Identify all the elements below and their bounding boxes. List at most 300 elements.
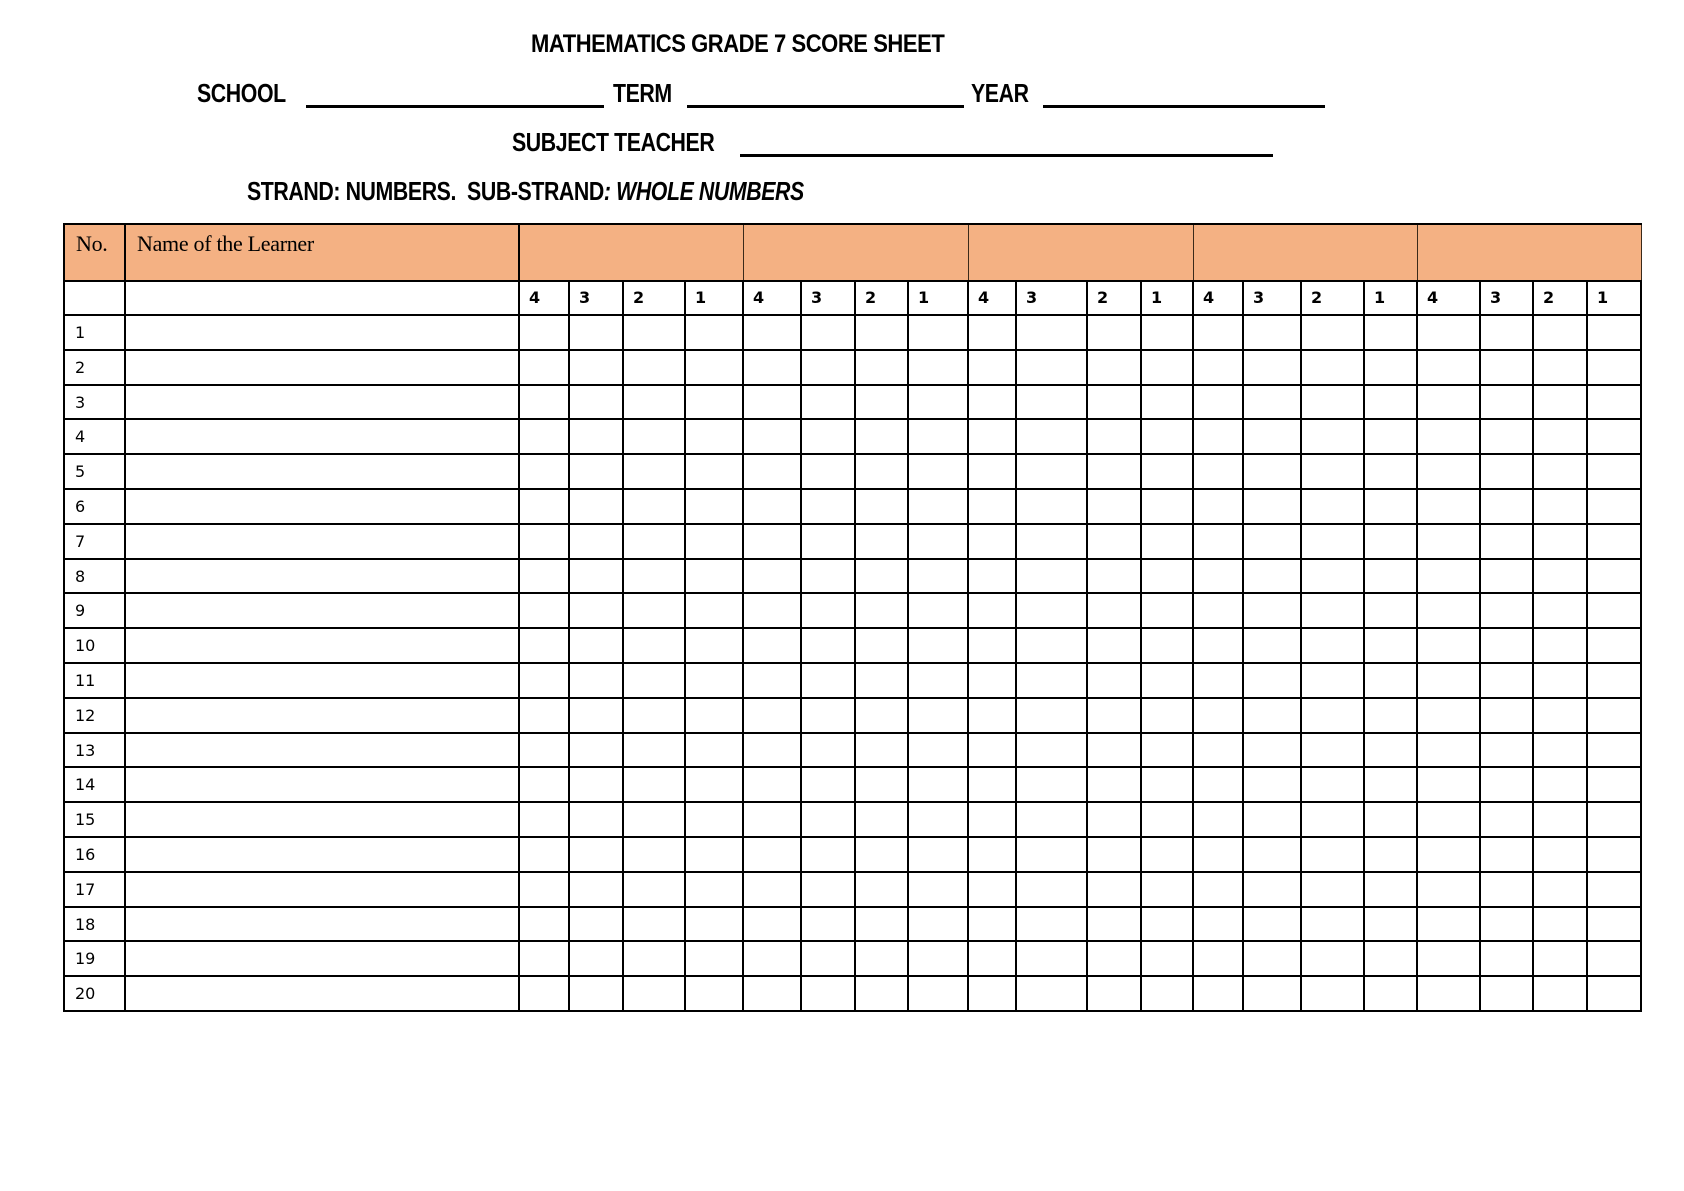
score-cell[interactable] [855, 941, 908, 976]
score-cell[interactable] [1364, 524, 1417, 559]
score-cell[interactable] [908, 976, 968, 1011]
learner-name-cell[interactable] [125, 524, 519, 559]
score-cell[interactable] [1417, 454, 1480, 489]
score-cell[interactable] [685, 350, 743, 385]
score-cell[interactable] [1587, 559, 1641, 594]
score-cell[interactable] [968, 976, 1016, 1011]
score-cell[interactable] [1243, 976, 1301, 1011]
score-cell[interactable] [519, 628, 569, 663]
score-cell[interactable] [1417, 350, 1480, 385]
score-cell[interactable] [1364, 907, 1417, 942]
learner-name-cell[interactable] [125, 698, 519, 733]
score-cell[interactable] [685, 628, 743, 663]
score-cell[interactable] [1087, 559, 1141, 594]
score-cell[interactable] [1364, 663, 1417, 698]
score-cell[interactable] [1141, 593, 1193, 628]
score-cell[interactable] [1016, 698, 1087, 733]
score-cell[interactable] [743, 733, 801, 768]
score-cell[interactable] [801, 524, 855, 559]
score-cell[interactable] [1087, 628, 1141, 663]
score-cell[interactable] [685, 837, 743, 872]
score-cell[interactable] [1480, 315, 1533, 350]
score-cell[interactable] [1193, 315, 1243, 350]
score-cell[interactable] [623, 350, 685, 385]
score-cell[interactable] [1364, 628, 1417, 663]
score-cell[interactable] [1243, 559, 1301, 594]
score-cell[interactable] [743, 837, 801, 872]
score-cell[interactable] [855, 489, 908, 524]
score-cell[interactable] [743, 350, 801, 385]
score-cell[interactable] [1141, 559, 1193, 594]
score-cell[interactable] [1533, 976, 1587, 1011]
score-cell[interactable] [1480, 872, 1533, 907]
score-cell[interactable] [1417, 419, 1480, 454]
score-cell[interactable] [1417, 559, 1480, 594]
score-cell[interactable] [1016, 941, 1087, 976]
score-cell[interactable] [519, 767, 569, 802]
header-group-2[interactable] [743, 224, 968, 281]
score-cell[interactable] [1533, 559, 1587, 594]
score-cell[interactable] [685, 802, 743, 837]
score-cell[interactable] [743, 628, 801, 663]
score-cell[interactable] [908, 315, 968, 350]
score-cell[interactable] [743, 315, 801, 350]
score-cell[interactable] [519, 350, 569, 385]
score-cell[interactable] [1587, 489, 1641, 524]
score-cell[interactable] [1243, 802, 1301, 837]
score-cell[interactable] [801, 837, 855, 872]
score-cell[interactable] [1141, 976, 1193, 1011]
score-cell[interactable] [1243, 698, 1301, 733]
score-cell[interactable] [1016, 767, 1087, 802]
learner-name-cell[interactable] [125, 976, 519, 1011]
score-cell[interactable] [1301, 802, 1364, 837]
score-cell[interactable] [1417, 663, 1480, 698]
score-cell[interactable] [1533, 454, 1587, 489]
year-field-line[interactable] [1043, 105, 1325, 108]
score-cell[interactable] [1480, 524, 1533, 559]
score-cell[interactable] [1533, 315, 1587, 350]
score-cell[interactable] [1243, 907, 1301, 942]
score-cell[interactable] [801, 593, 855, 628]
score-cell[interactable] [743, 524, 801, 559]
score-cell[interactable] [855, 419, 908, 454]
score-cell[interactable] [623, 663, 685, 698]
score-cell[interactable] [623, 628, 685, 663]
score-cell[interactable] [1480, 593, 1533, 628]
score-cell[interactable] [1141, 767, 1193, 802]
score-cell[interactable] [1417, 593, 1480, 628]
score-cell[interactable] [1016, 419, 1087, 454]
learner-name-cell[interactable] [125, 559, 519, 594]
score-cell[interactable] [569, 524, 623, 559]
score-cell[interactable] [1141, 419, 1193, 454]
score-cell[interactable] [908, 907, 968, 942]
score-cell[interactable] [801, 802, 855, 837]
score-cell[interactable] [1193, 907, 1243, 942]
score-cell[interactable] [1141, 802, 1193, 837]
score-cell[interactable] [801, 698, 855, 733]
score-cell[interactable] [1417, 698, 1480, 733]
score-cell[interactable] [855, 663, 908, 698]
learner-name-cell[interactable] [125, 419, 519, 454]
score-cell[interactable] [685, 941, 743, 976]
score-cell[interactable] [1480, 976, 1533, 1011]
score-cell[interactable] [1587, 837, 1641, 872]
learner-name-cell[interactable] [125, 454, 519, 489]
school-field-line[interactable] [306, 105, 604, 108]
score-cell[interactable] [1087, 315, 1141, 350]
score-cell[interactable] [801, 976, 855, 1011]
score-cell[interactable] [1533, 350, 1587, 385]
score-cell[interactable] [1193, 419, 1243, 454]
score-cell[interactable] [908, 802, 968, 837]
score-cell[interactable] [623, 907, 685, 942]
score-cell[interactable] [1141, 663, 1193, 698]
score-cell[interactable] [1301, 698, 1364, 733]
score-cell[interactable] [1016, 559, 1087, 594]
score-cell[interactable] [623, 559, 685, 594]
score-cell[interactable] [1141, 872, 1193, 907]
score-cell[interactable] [743, 593, 801, 628]
score-cell[interactable] [1087, 872, 1141, 907]
score-cell[interactable] [1301, 489, 1364, 524]
score-cell[interactable] [1087, 941, 1141, 976]
learner-name-cell[interactable] [125, 350, 519, 385]
score-cell[interactable] [855, 628, 908, 663]
score-cell[interactable] [1193, 837, 1243, 872]
score-cell[interactable] [1301, 350, 1364, 385]
score-cell[interactable] [801, 767, 855, 802]
score-cell[interactable] [1087, 524, 1141, 559]
score-cell[interactable] [908, 524, 968, 559]
score-cell[interactable] [1480, 698, 1533, 733]
score-cell[interactable] [855, 524, 908, 559]
score-cell[interactable] [855, 733, 908, 768]
score-cell[interactable] [1533, 489, 1587, 524]
score-cell[interactable] [1193, 350, 1243, 385]
score-cell[interactable] [519, 976, 569, 1011]
score-cell[interactable] [519, 663, 569, 698]
learner-name-cell[interactable] [125, 385, 519, 420]
score-cell[interactable] [855, 350, 908, 385]
score-cell[interactable] [908, 837, 968, 872]
score-cell[interactable] [855, 454, 908, 489]
score-cell[interactable] [1016, 663, 1087, 698]
score-cell[interactable] [685, 976, 743, 1011]
score-cell[interactable] [1364, 941, 1417, 976]
score-cell[interactable] [569, 976, 623, 1011]
score-cell[interactable] [1533, 385, 1587, 420]
score-cell[interactable] [1417, 907, 1480, 942]
score-cell[interactable] [1193, 802, 1243, 837]
score-cell[interactable] [685, 524, 743, 559]
score-cell[interactable] [908, 489, 968, 524]
score-cell[interactable] [743, 767, 801, 802]
score-cell[interactable] [1587, 663, 1641, 698]
score-cell[interactable] [519, 524, 569, 559]
score-cell[interactable] [1016, 733, 1087, 768]
score-cell[interactable] [569, 385, 623, 420]
score-cell[interactable] [1480, 559, 1533, 594]
score-cell[interactable] [801, 907, 855, 942]
score-cell[interactable] [968, 733, 1016, 768]
score-cell[interactable] [968, 559, 1016, 594]
score-cell[interactable] [1243, 524, 1301, 559]
score-cell[interactable] [743, 802, 801, 837]
score-cell[interactable] [623, 593, 685, 628]
score-cell[interactable] [968, 350, 1016, 385]
score-cell[interactable] [743, 872, 801, 907]
score-cell[interactable] [1087, 767, 1141, 802]
score-cell[interactable] [1301, 593, 1364, 628]
score-cell[interactable] [1087, 733, 1141, 768]
score-cell[interactable] [623, 698, 685, 733]
score-cell[interactable] [855, 837, 908, 872]
score-cell[interactable] [623, 524, 685, 559]
score-cell[interactable] [569, 593, 623, 628]
score-cell[interactable] [1016, 872, 1087, 907]
score-cell[interactable] [855, 802, 908, 837]
score-cell[interactable] [908, 593, 968, 628]
score-cell[interactable] [908, 419, 968, 454]
score-cell[interactable] [569, 767, 623, 802]
score-cell[interactable] [1587, 976, 1641, 1011]
score-cell[interactable] [855, 767, 908, 802]
score-cell[interactable] [1480, 733, 1533, 768]
score-cell[interactable] [623, 733, 685, 768]
score-cell[interactable] [623, 489, 685, 524]
score-cell[interactable] [519, 559, 569, 594]
score-cell[interactable] [685, 559, 743, 594]
score-cell[interactable] [968, 419, 1016, 454]
score-cell[interactable] [1193, 941, 1243, 976]
score-cell[interactable] [1533, 802, 1587, 837]
score-cell[interactable] [1193, 559, 1243, 594]
score-cell[interactable] [1016, 593, 1087, 628]
score-cell[interactable] [1587, 419, 1641, 454]
score-cell[interactable] [855, 872, 908, 907]
score-cell[interactable] [1193, 767, 1243, 802]
score-cell[interactable] [1587, 524, 1641, 559]
score-cell[interactable] [1087, 385, 1141, 420]
score-cell[interactable] [801, 350, 855, 385]
score-cell[interactable] [569, 489, 623, 524]
score-cell[interactable] [1364, 559, 1417, 594]
score-cell[interactable] [855, 976, 908, 1011]
score-cell[interactable] [855, 698, 908, 733]
score-cell[interactable] [1087, 837, 1141, 872]
score-cell[interactable] [1193, 872, 1243, 907]
score-cell[interactable] [1587, 941, 1641, 976]
score-cell[interactable] [908, 350, 968, 385]
score-cell[interactable] [1301, 872, 1364, 907]
score-cell[interactable] [685, 907, 743, 942]
score-cell[interactable] [1243, 663, 1301, 698]
score-cell[interactable] [1016, 489, 1087, 524]
score-cell[interactable] [1087, 593, 1141, 628]
learner-name-cell[interactable] [125, 941, 519, 976]
score-cell[interactable] [569, 315, 623, 350]
score-cell[interactable] [1016, 802, 1087, 837]
score-cell[interactable] [1587, 802, 1641, 837]
score-cell[interactable] [1243, 454, 1301, 489]
score-cell[interactable] [1417, 733, 1480, 768]
score-cell[interactable] [1417, 628, 1480, 663]
score-cell[interactable] [1364, 315, 1417, 350]
score-cell[interactable] [968, 628, 1016, 663]
score-cell[interactable] [1301, 524, 1364, 559]
score-cell[interactable] [685, 454, 743, 489]
score-cell[interactable] [855, 593, 908, 628]
score-cell[interactable] [519, 489, 569, 524]
score-cell[interactable] [855, 559, 908, 594]
score-cell[interactable] [1243, 350, 1301, 385]
score-cell[interactable] [908, 385, 968, 420]
score-cell[interactable] [519, 872, 569, 907]
score-cell[interactable] [1417, 802, 1480, 837]
score-cell[interactable] [1480, 489, 1533, 524]
score-cell[interactable] [968, 837, 1016, 872]
score-cell[interactable] [1016, 385, 1087, 420]
score-cell[interactable] [1141, 907, 1193, 942]
score-cell[interactable] [743, 663, 801, 698]
score-cell[interactable] [1533, 663, 1587, 698]
score-cell[interactable] [1243, 628, 1301, 663]
score-cell[interactable] [1141, 941, 1193, 976]
score-cell[interactable] [1243, 872, 1301, 907]
score-cell[interactable] [1016, 524, 1087, 559]
score-cell[interactable] [1587, 907, 1641, 942]
score-cell[interactable] [968, 872, 1016, 907]
score-cell[interactable] [623, 315, 685, 350]
score-cell[interactable] [1243, 593, 1301, 628]
score-cell[interactable] [801, 941, 855, 976]
score-cell[interactable] [1016, 454, 1087, 489]
score-cell[interactable] [908, 454, 968, 489]
score-cell[interactable] [1016, 350, 1087, 385]
score-cell[interactable] [801, 559, 855, 594]
score-cell[interactable] [1480, 802, 1533, 837]
score-cell[interactable] [908, 559, 968, 594]
score-cell[interactable] [1480, 941, 1533, 976]
score-cell[interactable] [1243, 837, 1301, 872]
score-cell[interactable] [1480, 419, 1533, 454]
score-cell[interactable] [1587, 872, 1641, 907]
score-cell[interactable] [519, 802, 569, 837]
score-cell[interactable] [908, 872, 968, 907]
score-cell[interactable] [1301, 767, 1364, 802]
header-group-3[interactable] [968, 224, 1193, 281]
score-cell[interactable] [743, 489, 801, 524]
score-cell[interactable] [1087, 454, 1141, 489]
score-cell[interactable] [623, 767, 685, 802]
score-cell[interactable] [908, 698, 968, 733]
score-cell[interactable] [855, 907, 908, 942]
score-cell[interactable] [1301, 941, 1364, 976]
score-cell[interactable] [519, 837, 569, 872]
score-cell[interactable] [1301, 419, 1364, 454]
score-cell[interactable] [1193, 593, 1243, 628]
score-cell[interactable] [1301, 907, 1364, 942]
score-cell[interactable] [801, 872, 855, 907]
score-cell[interactable] [1533, 733, 1587, 768]
score-cell[interactable] [908, 663, 968, 698]
score-cell[interactable] [1480, 767, 1533, 802]
score-cell[interactable] [1087, 802, 1141, 837]
score-cell[interactable] [1301, 385, 1364, 420]
score-cell[interactable] [1587, 385, 1641, 420]
score-cell[interactable] [1301, 837, 1364, 872]
score-cell[interactable] [1087, 350, 1141, 385]
score-cell[interactable] [1587, 767, 1641, 802]
score-cell[interactable] [685, 767, 743, 802]
score-cell[interactable] [968, 907, 1016, 942]
score-cell[interactable] [801, 489, 855, 524]
score-cell[interactable] [1141, 385, 1193, 420]
score-cell[interactable] [1364, 385, 1417, 420]
score-cell[interactable] [1533, 767, 1587, 802]
learner-name-cell[interactable] [125, 628, 519, 663]
score-cell[interactable] [1480, 454, 1533, 489]
score-cell[interactable] [1243, 767, 1301, 802]
score-cell[interactable] [908, 628, 968, 663]
score-cell[interactable] [743, 698, 801, 733]
score-cell[interactable] [968, 385, 1016, 420]
term-field-line[interactable] [687, 105, 964, 108]
score-cell[interactable] [1364, 419, 1417, 454]
score-cell[interactable] [1087, 907, 1141, 942]
learner-name-cell[interactable] [125, 489, 519, 524]
score-cell[interactable] [968, 489, 1016, 524]
score-cell[interactable] [519, 385, 569, 420]
score-cell[interactable] [1016, 907, 1087, 942]
learner-name-cell[interactable] [125, 872, 519, 907]
score-cell[interactable] [968, 593, 1016, 628]
score-cell[interactable] [1533, 628, 1587, 663]
score-cell[interactable] [908, 733, 968, 768]
score-cell[interactable] [1193, 663, 1243, 698]
score-cell[interactable] [1480, 385, 1533, 420]
score-cell[interactable] [569, 907, 623, 942]
score-cell[interactable] [801, 733, 855, 768]
score-cell[interactable] [623, 976, 685, 1011]
score-cell[interactable] [1301, 976, 1364, 1011]
score-cell[interactable] [1243, 489, 1301, 524]
header-group-5[interactable] [1417, 224, 1641, 281]
score-cell[interactable] [1417, 524, 1480, 559]
score-cell[interactable] [623, 419, 685, 454]
score-cell[interactable] [1193, 733, 1243, 768]
score-cell[interactable] [1364, 976, 1417, 1011]
score-cell[interactable] [569, 419, 623, 454]
learner-name-cell[interactable] [125, 767, 519, 802]
score-cell[interactable] [569, 733, 623, 768]
score-cell[interactable] [1301, 559, 1364, 594]
score-cell[interactable] [519, 593, 569, 628]
score-cell[interactable] [685, 872, 743, 907]
score-cell[interactable] [743, 559, 801, 594]
score-cell[interactable] [1533, 907, 1587, 942]
score-cell[interactable] [519, 315, 569, 350]
learner-name-cell[interactable] [125, 837, 519, 872]
score-cell[interactable] [1016, 315, 1087, 350]
score-cell[interactable] [1141, 733, 1193, 768]
score-cell[interactable] [1141, 628, 1193, 663]
score-cell[interactable] [569, 941, 623, 976]
score-cell[interactable] [519, 454, 569, 489]
score-cell[interactable] [968, 454, 1016, 489]
